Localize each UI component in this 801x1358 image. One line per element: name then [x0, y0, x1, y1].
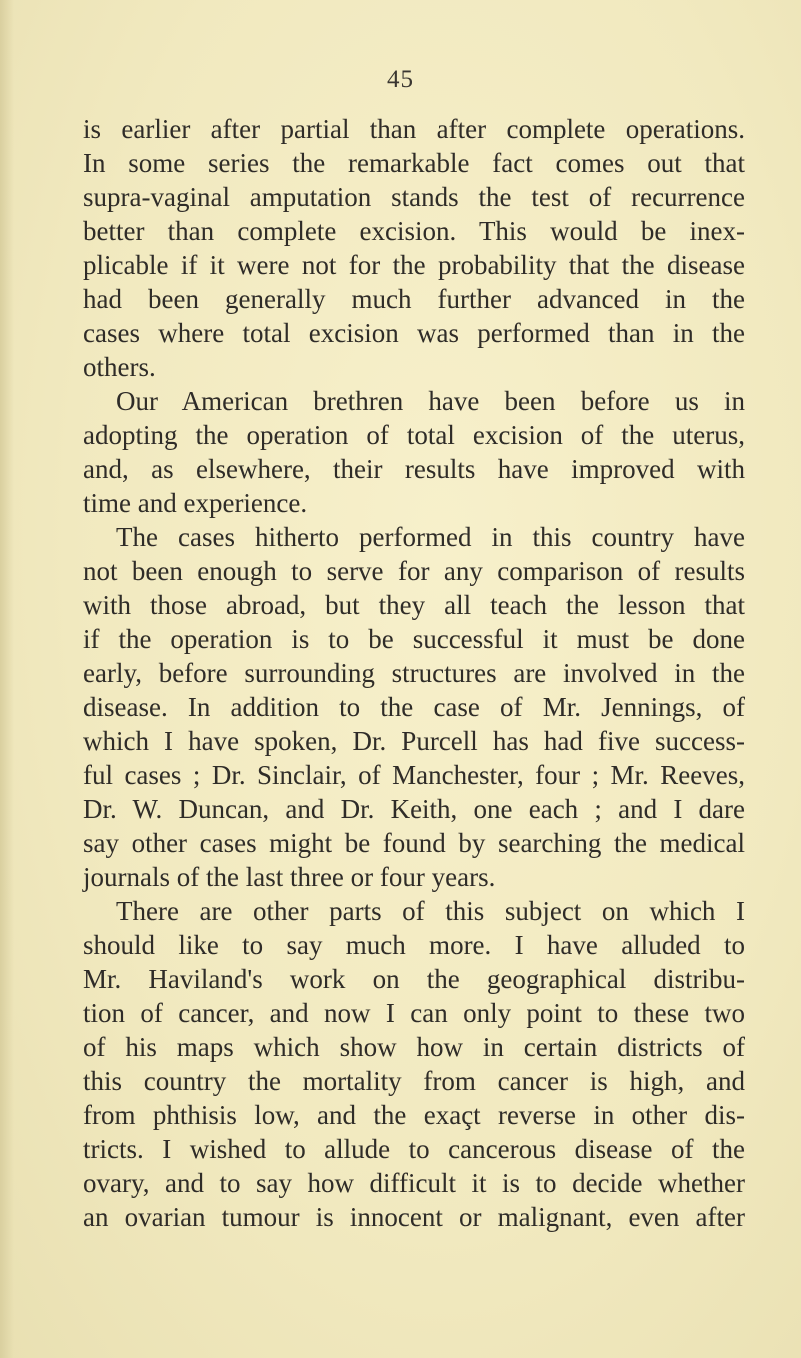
text-line: should like to say much more. I have alluded to [83, 930, 745, 960]
text-line: adopting the operation of total excision of the uterus, [83, 420, 745, 450]
text-line: better than complete excision. This would be inex- [83, 216, 745, 246]
text-line: Our American brethren have been before us in [116, 386, 745, 416]
text-line: disease. In addition to the case of Mr. Jennings, of [83, 692, 745, 722]
text-line: and, as elsewhere, their results have improved with [83, 454, 745, 484]
text-line: In some series the remarkable fact comes out that [83, 148, 745, 178]
text-line: had been generally much further advanced in the [83, 284, 745, 314]
text-line: supra-vaginal amputation stands the test of recurrence [83, 182, 745, 212]
text-line: tricts. I wished to allude to cancerous disease of the [83, 1134, 745, 1164]
text-line: an ovarian tumour is innocent or malignant, even after [83, 1202, 745, 1232]
text-line: which I have spoken, Dr. Purcell has had five success- [83, 726, 745, 756]
text-line: is earlier after partial than after complete operations. [83, 114, 745, 144]
text-line: ovary, and to say how difficult it is to decide whether [83, 1168, 745, 1198]
text-line: early, before surrounding structures are involved in the [83, 658, 745, 688]
page-edge-shadow [0, 0, 14, 1358]
text-line: time and experience. [83, 488, 308, 518]
text-line: with those abroad, but they all teach the lesson that [83, 590, 745, 620]
text-line: There are other parts of this subject on which I [116, 896, 745, 926]
text-line: others. [83, 352, 156, 382]
text-line: journals of the last three or four years. [83, 862, 496, 892]
text-line: Mr. Haviland's work on the geographical distribu- [83, 964, 745, 994]
text-line: The cases hitherto performed in this country have [116, 522, 745, 552]
text-line: not been enough to serve for any comparison of results [83, 556, 745, 586]
text-line: plicable if it were not for the probability that the disease [83, 250, 745, 280]
text-line: this country the mortality from cancer is high, and [83, 1066, 745, 1096]
text-line: cases where total excision was performed than in the [83, 318, 745, 348]
text-line: tion of cancer, and now I can only point to these two [83, 998, 745, 1028]
body-text [83, 112, 745, 1234]
text-line: ful cases ; Dr. Sinclair, of Manchester, four ; Mr. Reeves, [83, 760, 745, 790]
text-line: of his maps which show how in certain districts of [83, 1032, 745, 1062]
text-line: from phthisis low, and the exaçt reverse in other dis- [83, 1100, 745, 1130]
text-line: say other cases might be found by searching the medical [83, 828, 745, 858]
text-line: if the operation is to be successful it must be done [83, 624, 745, 654]
text-line: Dr. W. Duncan, and Dr. Keith, one each ; and I dare [83, 794, 745, 824]
page-number: 45 [387, 66, 414, 93]
